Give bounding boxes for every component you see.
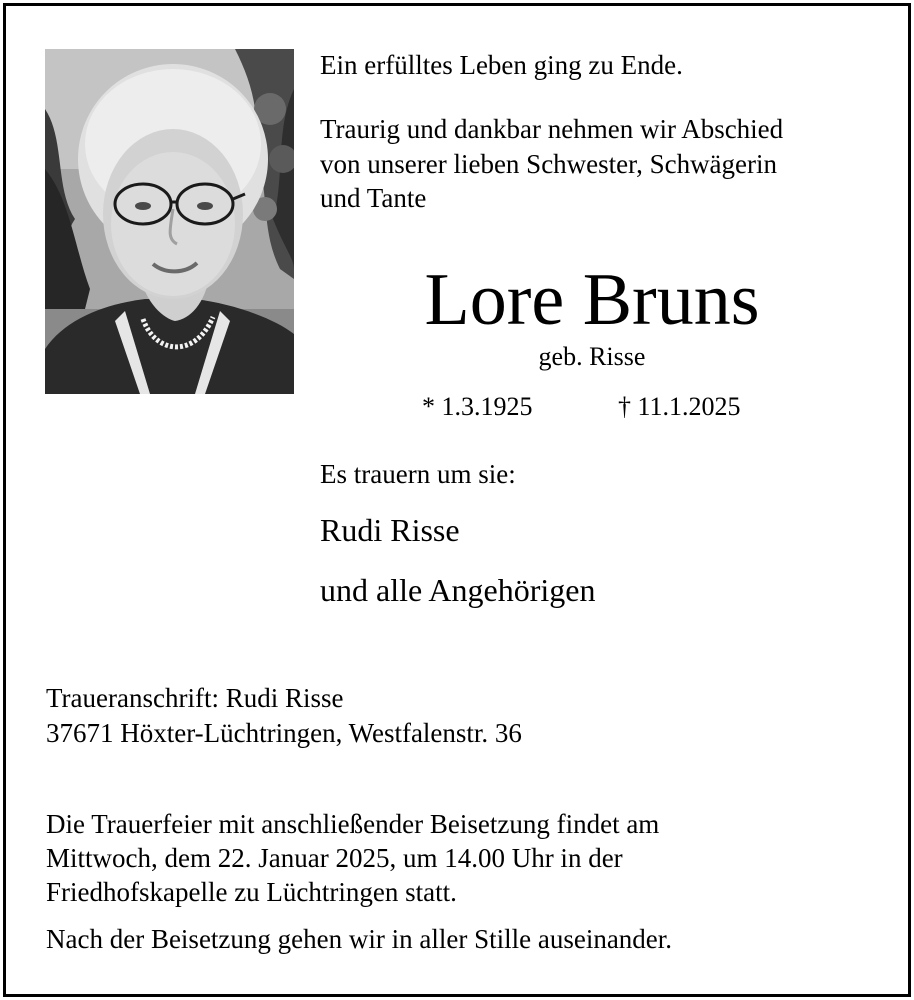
farewell-line: Traurig und dankbar nehmen wir Abschied	[320, 114, 784, 144]
mourning-address	[46, 681, 522, 751]
birth-date: * 1.3.1925	[422, 392, 533, 421]
service-line: Friedhofskapelle zu Lüchtringen statt.	[46, 877, 457, 907]
farewell-text	[320, 112, 783, 216]
service-line: Mittwoch, dem 22. Januar 2025, um 14.00 Uhr in der	[46, 843, 623, 873]
farewell-line: und Tante	[320, 183, 427, 213]
farewell-line: von unserer lieben Schwester, Schwägerin	[320, 148, 778, 179]
portrait-photo	[45, 49, 294, 394]
address-line: 37671 Höxter-Lüchtringen, Westfalenstr. 36	[46, 718, 522, 748]
mourner-name: Rudi Risse	[320, 512, 460, 548]
closing-line: Nach der Beisetzung gehen wir in aller Stille auseinander.	[46, 924, 673, 954]
funeral-service-info	[46, 807, 659, 909]
death-date: † 11.1.2025	[618, 392, 741, 421]
service-line: Die Trauerfeier mit anschließender Beisetzung findet am	[46, 809, 660, 839]
birth-name: geb. Risse	[538, 342, 646, 371]
deceased-name: Lore Bruns	[424, 259, 760, 341]
mourner-name: und alle Angehörigen	[320, 572, 596, 608]
address-line: Traueranschrift: Rudi Risse	[46, 683, 344, 713]
intro-line: Ein erfülltes Leben ging zu Ende.	[320, 50, 683, 80]
mourners-lead: Es trauern um sie:	[320, 459, 516, 489]
